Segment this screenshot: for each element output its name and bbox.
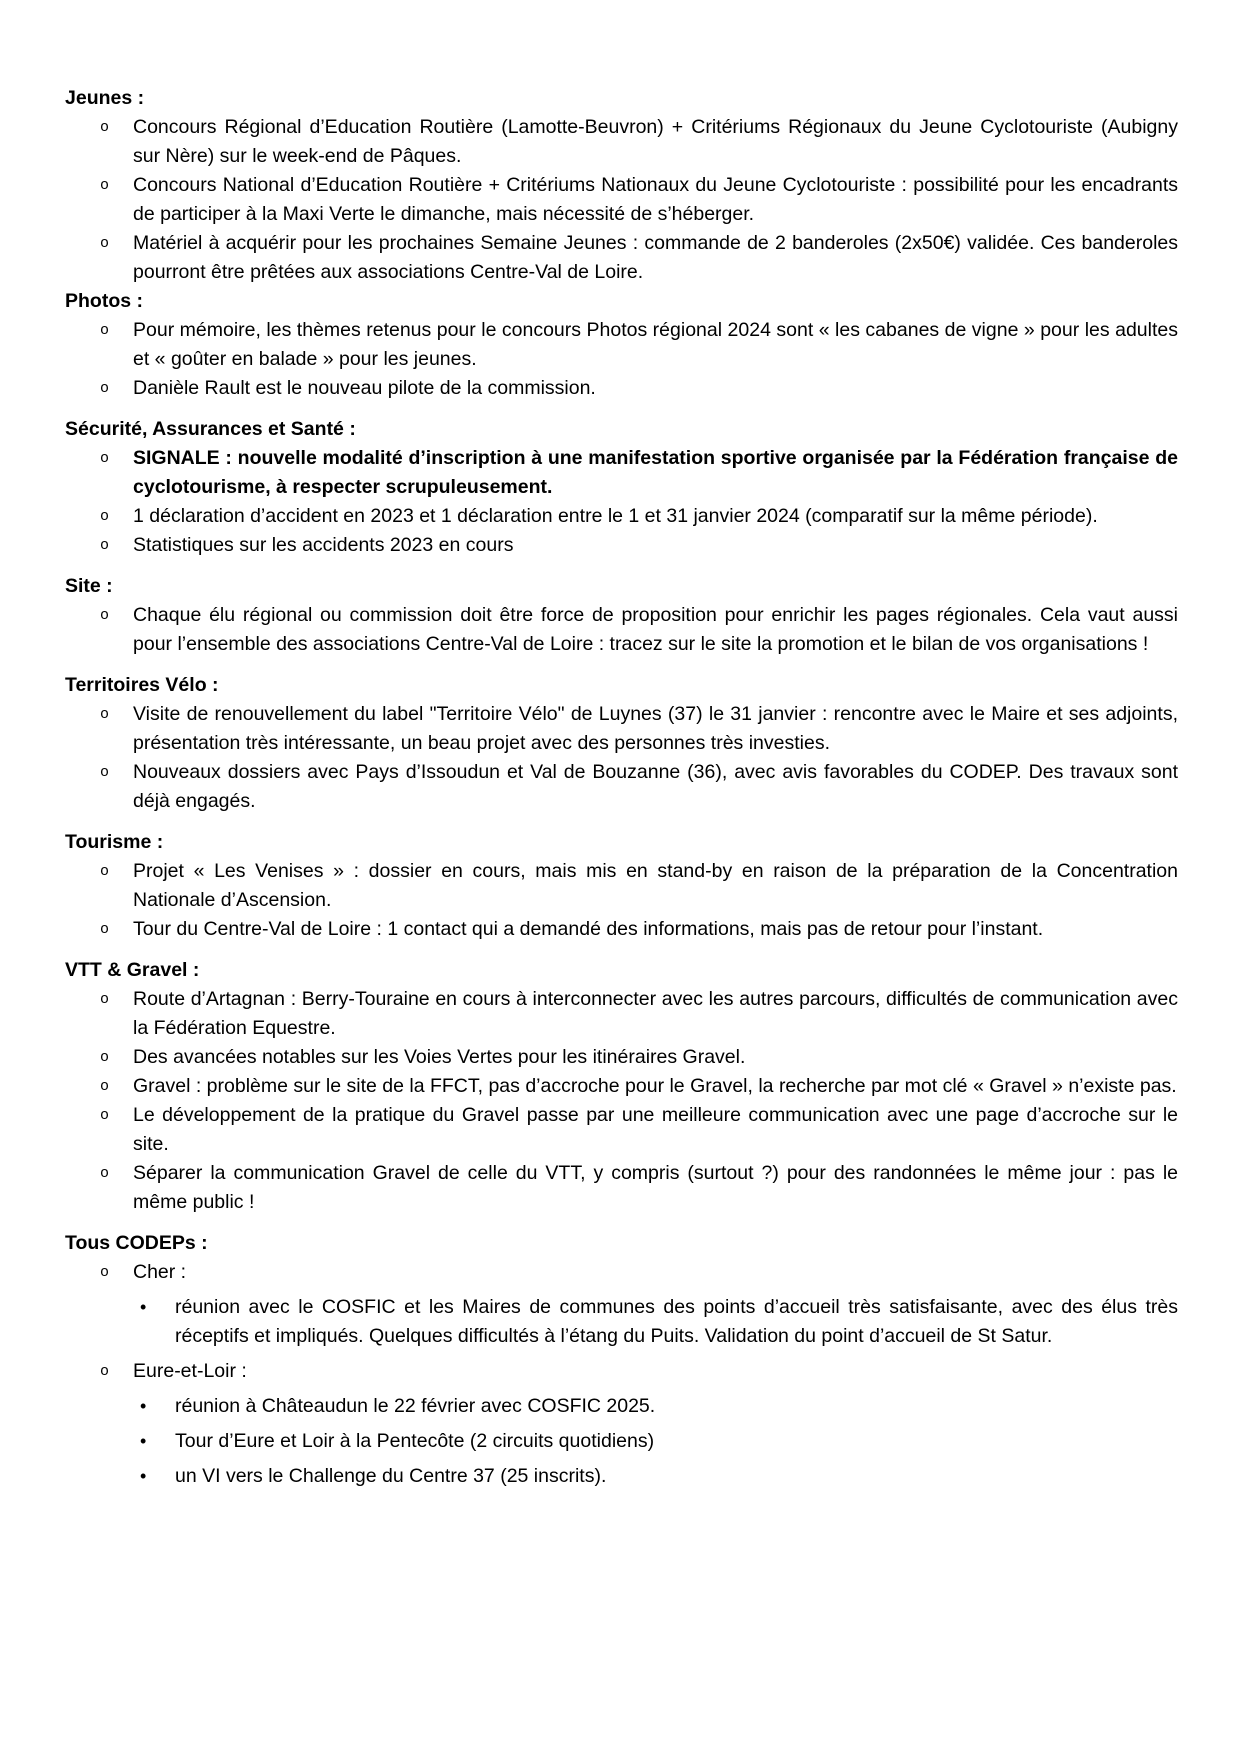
section-title: Territoires Vélo : bbox=[65, 674, 219, 696]
bullet-circle-icon: o bbox=[100, 706, 110, 723]
list-item-text: Le développement de la pratique du Gravel passe par une meilleure communication avec une page d’accroche sur le site. bbox=[133, 1104, 1178, 1155]
section-title: Sécurité, Assurances et Santé : bbox=[65, 418, 356, 440]
bullet-circle-icon: o bbox=[100, 863, 110, 880]
bullet-circle-icon: o bbox=[100, 991, 110, 1008]
section-title: VTT & Gravel : bbox=[65, 959, 200, 981]
list-item-text: Concours National d’Education Routière + Critériums Nationaux du Jeune Cyclotouriste : possibilité pour les encadrants de participer à la Maxi Verte le dimanche, mais nécessité de s’héberger. bbox=[133, 174, 1178, 225]
section-title: Site : bbox=[65, 575, 113, 597]
bullet-dot-icon: • bbox=[140, 1466, 147, 1486]
list-item bbox=[65, 1258, 1178, 1287]
list-item bbox=[65, 985, 1178, 1043]
list-item bbox=[65, 700, 1178, 758]
document-body bbox=[65, 84, 1178, 1491]
list-item bbox=[65, 229, 1178, 287]
section bbox=[65, 671, 1178, 816]
section-title: Photos : bbox=[65, 290, 143, 312]
list-item-text: Visite de renouvellement du label "Territoire Vélo" de Luynes (37) le 31 janvier : rencontre avec le Maire et ses adjoints, présentation très intéressante, un beau projet avec des personnes très investies. bbox=[133, 703, 1178, 754]
bullet-circle-icon: o bbox=[100, 1107, 110, 1124]
bullet-circle-icon: o bbox=[100, 235, 110, 252]
bullet-circle-icon: o bbox=[100, 508, 110, 525]
bullet-dot-icon: • bbox=[140, 1396, 147, 1416]
section bbox=[65, 956, 1178, 1217]
list-item bbox=[65, 1072, 1178, 1101]
section bbox=[65, 828, 1178, 944]
bullet-circle-icon: o bbox=[100, 537, 110, 554]
bullet-circle-icon: o bbox=[100, 450, 110, 467]
list-item bbox=[65, 1462, 1178, 1491]
section bbox=[65, 572, 1178, 659]
list-item bbox=[65, 1357, 1178, 1386]
list-item bbox=[65, 1293, 1178, 1351]
bullet-circle-icon: o bbox=[100, 1363, 110, 1380]
list-item-text: SIGNALE : nouvelle modalité d’inscription à une manifestation sportive organisée par la Fédération française de cyclotourisme, à respecter scrupuleusement. bbox=[133, 447, 1178, 498]
bullet-circle-icon: o bbox=[100, 380, 110, 397]
list-item-text: Route d’Artagnan : Berry-Touraine en cours à interconnecter avec les autres parcours, difficultés de communication avec la Fédération Equestre. bbox=[133, 988, 1178, 1039]
list-item bbox=[65, 601, 1178, 659]
section bbox=[65, 287, 1178, 403]
list-item-text: Danièle Rault est le nouveau pilote de la commission. bbox=[133, 377, 596, 399]
list-item-text: Cher : bbox=[133, 1261, 187, 1283]
bullet-circle-icon: o bbox=[100, 1264, 110, 1281]
bullet-circle-icon: o bbox=[100, 607, 110, 624]
list-item bbox=[65, 1427, 1178, 1456]
list-item-text: réunion à Châteaudun le 22 février avec COSFIC 2025. bbox=[175, 1395, 656, 1417]
list-item bbox=[65, 171, 1178, 229]
list-item bbox=[65, 374, 1178, 403]
bullet-circle-icon: o bbox=[100, 921, 110, 938]
list-item-text: Statistiques sur les accidents 2023 en cours bbox=[133, 534, 514, 556]
bullet-circle-icon: o bbox=[100, 1165, 110, 1182]
bullet-circle-icon: o bbox=[100, 1078, 110, 1095]
section bbox=[65, 415, 1178, 560]
list-item bbox=[65, 531, 1178, 560]
list-item-text: Séparer la communication Gravel de celle du VTT, y compris (surtout ?) pour des randonnées le même jour : pas le même public ! bbox=[133, 1162, 1178, 1213]
list-item-text: Tour du Centre-Val de Loire : 1 contact qui a demandé des informations, mais pas de retour pour l’instant. bbox=[133, 918, 1044, 940]
bullet-circle-icon: o bbox=[100, 322, 110, 339]
list-item bbox=[65, 502, 1178, 531]
list-item-text: Tour d’Eure et Loir à la Pentecôte (2 circuits quotidiens) bbox=[175, 1430, 655, 1452]
section-title: Tourisme : bbox=[65, 831, 164, 853]
list-item-text: Projet « Les Venises » : dossier en cours, mais mis en stand-by en raison de la préparation de la Concentration Nationale d’Ascension. bbox=[133, 860, 1178, 911]
list-item bbox=[65, 444, 1178, 502]
bullet-dot-icon: • bbox=[140, 1431, 147, 1451]
list-item-text: Concours Régional d’Education Routière (Lamotte-Beuvron) + Critériums Régionaux du Jeune Cyclotouriste (Aubigny sur Nère) sur le week-end de Pâques. bbox=[133, 116, 1178, 167]
section bbox=[65, 84, 1178, 287]
list-item-text: un VI vers le Challenge du Centre 37 (25 inscrits). bbox=[175, 1465, 607, 1487]
list-item-text: Eure-et-Loir : bbox=[133, 1360, 247, 1382]
list-item bbox=[65, 113, 1178, 171]
list-item-text: Nouveaux dossiers avec Pays d’Issoudun et Val de Bouzanne (36), avec avis favorables du CODEP. Des travaux sont déjà engagés. bbox=[133, 761, 1178, 812]
list-item-text: réunion avec le COSFIC et les Maires de communes des points d’accueil très satisfaisante, avec des élus très réceptifs et impliqués. Quelques difficultés à l’étang du Puits. Validation du point d’accueil de St Satur. bbox=[175, 1296, 1178, 1347]
list-item bbox=[65, 857, 1178, 915]
list-item-text: Des avancées notables sur les Voies Vertes pour les itinéraires Gravel. bbox=[133, 1046, 746, 1068]
section-title: Tous CODEPs : bbox=[65, 1232, 208, 1254]
bullet-circle-icon: o bbox=[100, 177, 110, 194]
bullet-circle-icon: o bbox=[100, 764, 110, 781]
list-item bbox=[65, 915, 1178, 944]
list-item bbox=[65, 1159, 1178, 1217]
bullet-circle-icon: o bbox=[100, 119, 110, 136]
bullet-circle-icon: o bbox=[100, 1049, 110, 1066]
list-item bbox=[65, 1392, 1178, 1421]
section-title: Jeunes : bbox=[65, 87, 145, 109]
section bbox=[65, 1229, 1178, 1491]
list-item bbox=[65, 758, 1178, 816]
list-item bbox=[65, 1101, 1178, 1159]
list-item-text: Matériel à acquérir pour les prochaines Semaine Jeunes : commande de 2 banderoles (2x50€) validée. Ces banderoles pourront être prêtées aux associations Centre-Val de Loire. bbox=[133, 232, 1178, 283]
list-item-text: 1 déclaration d’accident en 2023 et 1 déclaration entre le 1 et 31 janvier 2024 (comparatif sur la même période). bbox=[133, 505, 1098, 527]
list-item-text: Gravel : problème sur le site de la FFCT, pas d’accroche pour le Gravel, la recherche par mot clé « Gravel » n’existe pas. bbox=[133, 1075, 1177, 1097]
list-item-text: Chaque élu régional ou commission doit être force de proposition pour enrichir les pages régionales. Cela vaut aussi pour l’ensemble des associations Centre-Val de Loire : tracez sur le site la promotion et le bilan de vos organisations ! bbox=[133, 604, 1178, 655]
list-item bbox=[65, 1043, 1178, 1072]
list-item bbox=[65, 316, 1178, 374]
bullet-dot-icon: • bbox=[140, 1297, 147, 1317]
list-item-text: Pour mémoire, les thèmes retenus pour le concours Photos régional 2024 sont « les cabanes de vigne » pour les adultes et « goûter en balade » pour les jeunes. bbox=[133, 319, 1178, 370]
